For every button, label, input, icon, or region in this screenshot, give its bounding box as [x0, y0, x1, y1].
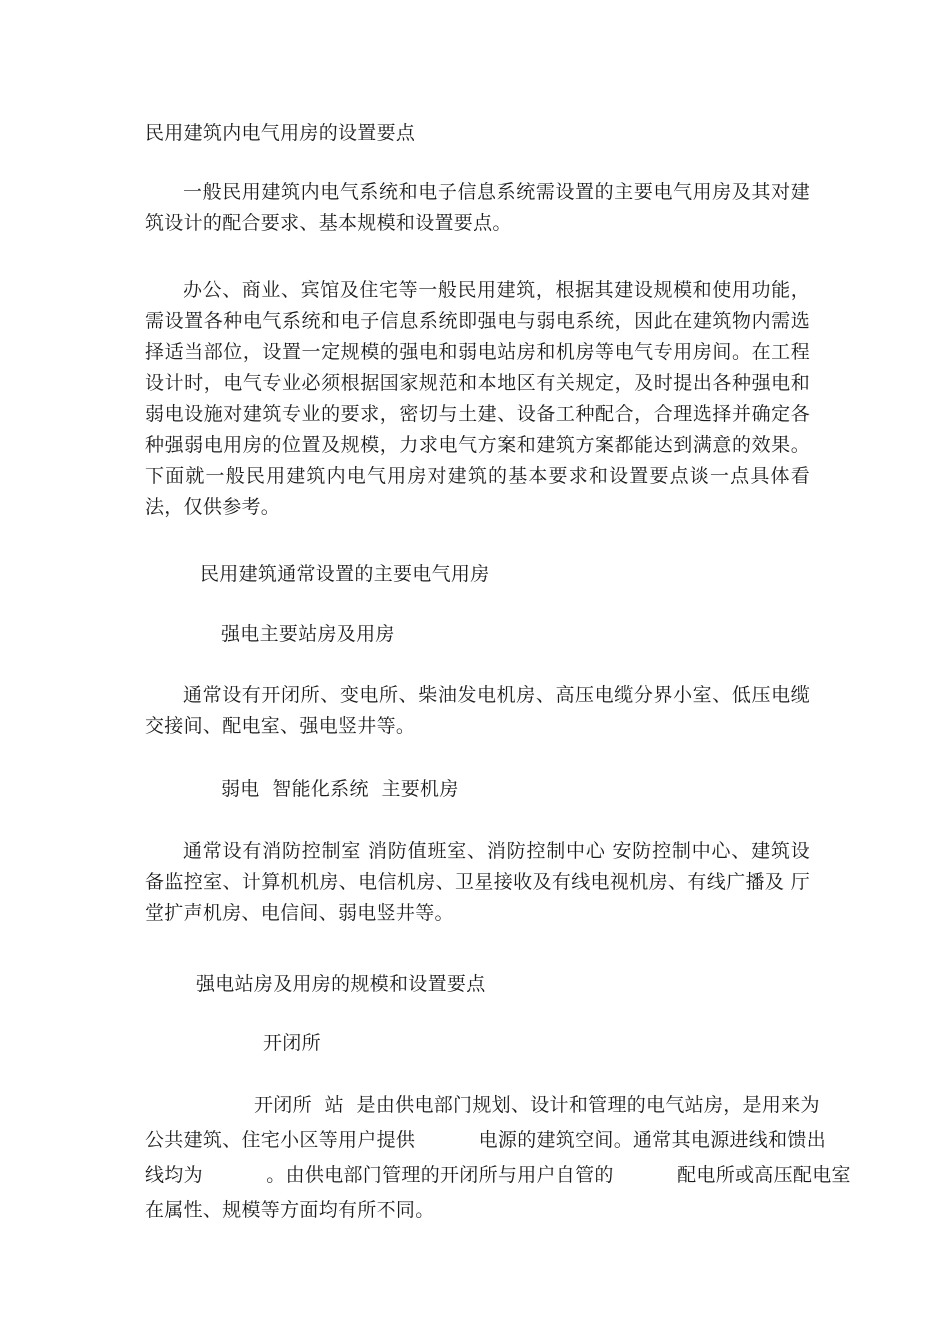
subsection-heading: 强电主要站房及用房 — [221, 623, 395, 645]
paragraph-line: 开闭所 站 是由供电部门规划、设计和管理的电气站房，是用来为 — [254, 1094, 820, 1116]
section-heading: 民用建筑通常设置的主要电气用房 — [200, 563, 490, 585]
document-title: 民用建筑内电气用房的设置要点 — [145, 122, 416, 144]
body-paragraph: 办公、商业、宾馆及住宅等一般民用建筑，根据其建设规模和使用功能，需设置各种电气系统和电子信息系统即强电与弱电系统，因此在建筑物内需选择适当部位，设置一定规模的强电和弱电站房和机房等电气专用房间。在工程设计时，电气专业必须根据国家规范和本地区有关规定，及时提出各种强电和弱电设施对建筑专业的要求，密切与土建、设备工种配合，合理选择并确定各种强弱电用房的位置及规模，力求电气方案和建筑方案都能达到满意的效果。下面就一般民用建筑内电气用房对建筑的基本要求和设置要点谈一点具体看法，仅供参考。 — [145, 279, 810, 518]
section-heading: 强电站房及用房的规模和设置要点 — [196, 973, 486, 995]
intro-paragraph: 一般民用建筑内电气系统和电子信息系统需设置的主要电气用房及其对建筑设计的配合要求、基本规模和设置要点。 — [145, 181, 810, 234]
subsection-paragraph: 通常设有消防控制室 消防值班室、消防控制中心 安防控制中心、建筑设备监控室、计算机机房、电信机房、卫星接收及有线电视机房、有线广播及 厅堂扩声机房、电信间、弱电竖井等。 — [145, 840, 810, 924]
subsection-paragraph: 通常设有开闭所、变电所、柴油发电机房、高压电缆分界小室、低压电缆交接间、配电室、强电竖井等。 — [145, 684, 810, 737]
paragraph-line: 线均为 。由供电部门管理的开闭所与用户自管的 配电所或高压配电室 — [145, 1164, 851, 1186]
subsection-heading: 弱电 智能化系统 主要机房 — [221, 778, 459, 800]
paragraph-line: 在属性、规模等方面均有所不同。 — [145, 1199, 435, 1221]
paragraph-line: 公共建筑、住宅小区等用户提供 电源的建筑空间。通常其电源进线和馈出 — [145, 1129, 826, 1151]
subsection-heading: 开闭所 — [263, 1032, 321, 1054]
